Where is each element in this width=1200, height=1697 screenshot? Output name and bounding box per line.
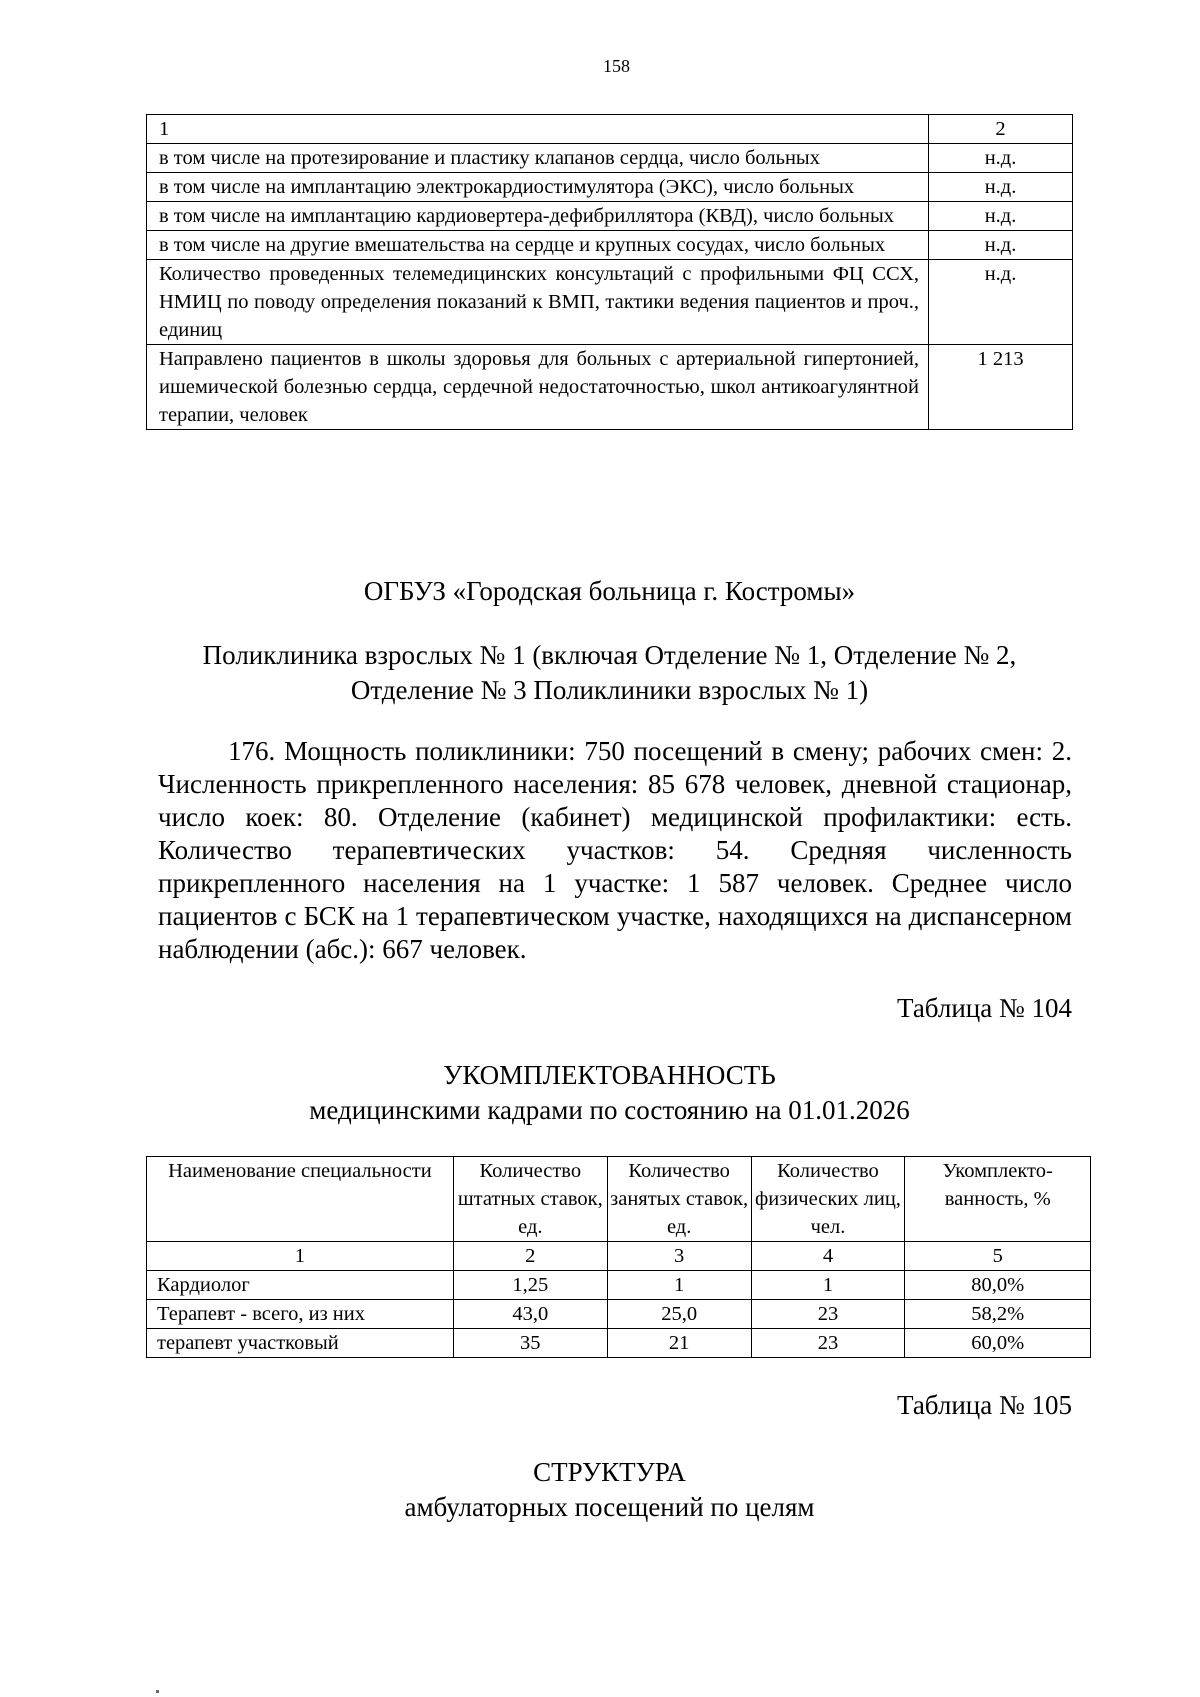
- clinic-title-line2: Отделение № 3 Поликлиники взрослых № 1): [350, 675, 869, 705]
- cell-value: 1,25: [453, 1271, 607, 1300]
- header-physical-persons: Количество физических лиц, чел.: [751, 1157, 905, 1242]
- header-specialty: Наименование специальности: [147, 1157, 454, 1242]
- header-staffing-percent: Укомплекто-ванность, %: [905, 1157, 1091, 1242]
- column-number: 2: [929, 115, 1073, 144]
- table-row: [147, 260, 1073, 345]
- cell-value: 23: [751, 1300, 905, 1329]
- specialty-name: терапевт участковый: [147, 1329, 454, 1358]
- cell-value: 43,0: [453, 1300, 607, 1329]
- table-row: [147, 202, 1073, 231]
- continuation-table: [146, 114, 1073, 430]
- clinic-title-line1: Поликлиника взрослых № 1 (включая Отделение № 1, Отделение № 2,: [202, 640, 1017, 670]
- row-value: 1 213: [929, 345, 1073, 430]
- table-row: [147, 345, 1073, 430]
- table-104-label: Таблица № 104: [897, 993, 1072, 1023]
- row-label: в том числе на другие вмешательства на сердце и крупных сосудах, число больных: [147, 231, 929, 260]
- org-title: ОГБУЗ «Городская больница г. Костромы»: [363, 576, 856, 606]
- column-number: 5: [905, 1242, 1091, 1271]
- scan-artifact: [156, 1690, 159, 1693]
- table-104-title: УКОМПЛЕКТОВАННОСТЬ: [443, 1060, 776, 1090]
- row-value: н.д.: [929, 260, 1073, 345]
- specialty-name: Терапевт - всего, из них: [147, 1300, 454, 1329]
- specialty-name: Кардиолог: [147, 1271, 454, 1300]
- row-value: н.д.: [929, 173, 1073, 202]
- cell-value: 80,0%: [905, 1271, 1091, 1300]
- page-number: 158: [603, 56, 630, 76]
- cell-value: 35: [453, 1329, 607, 1358]
- row-value: н.д.: [929, 144, 1073, 173]
- table-105-subtitle: амбулаторных посещений по целям: [404, 1492, 815, 1522]
- cell-value: 23: [751, 1329, 905, 1358]
- table-104-subtitle: медицинскими кадрами по состоянию на 01.01.2026: [309, 1095, 910, 1125]
- staffing-table: [146, 1156, 1091, 1358]
- row-value: н.д.: [929, 231, 1073, 260]
- row-label: в том числе на протезирование и пластику клапанов сердца, число больных: [147, 144, 929, 173]
- table-row: [147, 173, 1073, 202]
- column-number-row: [147, 1242, 1091, 1271]
- cell-value: 1: [607, 1271, 751, 1300]
- cell-value: 58,2%: [905, 1300, 1091, 1329]
- row-label: в том числе на имплантацию кардиовертера-дефибриллятора (КВД), число больных: [147, 202, 929, 231]
- column-number: 1: [147, 1242, 454, 1271]
- row-label: Количество проведенных телемедицинских консультаций с профильными ФЦ ССХ, НМИЦ по поводу определения показаний к ВМП, тактики ведения пациентов и проч., единиц: [147, 260, 929, 345]
- cell-value: 21: [607, 1329, 751, 1358]
- column-number: 1: [147, 115, 929, 144]
- paragraph-176: 176. Мощность поликлиники: 750 посещений в смену; рабочих смен: 2. Численность прикрепленного населения: 85 678 человек, дневной стационар, число коек: 80. Отделение (кабинет) медицинской профилактики: есть. Количество терапевтических участков: 54. Средняя численность прикрепленного населения на 1 участке: 1 587 человек. Среднее число пациентов с БСК на 1 терапевтическом участке, находящихся на диспансерном наблюдении (абс.): 667 человек.: [158, 736, 1072, 964]
- table-header-row: [147, 115, 1073, 144]
- table-105-title: СТРУКТУРА: [533, 1457, 686, 1487]
- table-row: [147, 1300, 1091, 1329]
- table-105-label: Таблица № 105: [897, 1390, 1072, 1420]
- table-row: [147, 144, 1073, 173]
- row-label: Направлено пациентов в школы здоровья для больных с артериальной гипертонией, ишемической болезнью сердца, сердечной недостаточностью, школ антикоагулянтной терапии, человек: [147, 345, 929, 430]
- header-staff-positions: Количество штатных ставок, ед.: [453, 1157, 607, 1242]
- column-number: 4: [751, 1242, 905, 1271]
- row-value: н.д.: [929, 202, 1073, 231]
- header-occupied-positions: Количество занятых ставок, ед.: [607, 1157, 751, 1242]
- row-label: в том числе на имплантацию электрокардиостимулятора (ЭКС), число больных: [147, 173, 929, 202]
- table-row: [147, 231, 1073, 260]
- cell-value: 60,0%: [905, 1329, 1091, 1358]
- table-row: [147, 1329, 1091, 1358]
- cell-value: 1: [751, 1271, 905, 1300]
- column-number: 3: [607, 1242, 751, 1271]
- table-row: [147, 1271, 1091, 1300]
- cell-value: 25,0: [607, 1300, 751, 1329]
- table-header-row: [147, 1157, 1091, 1242]
- column-number: 2: [453, 1242, 607, 1271]
